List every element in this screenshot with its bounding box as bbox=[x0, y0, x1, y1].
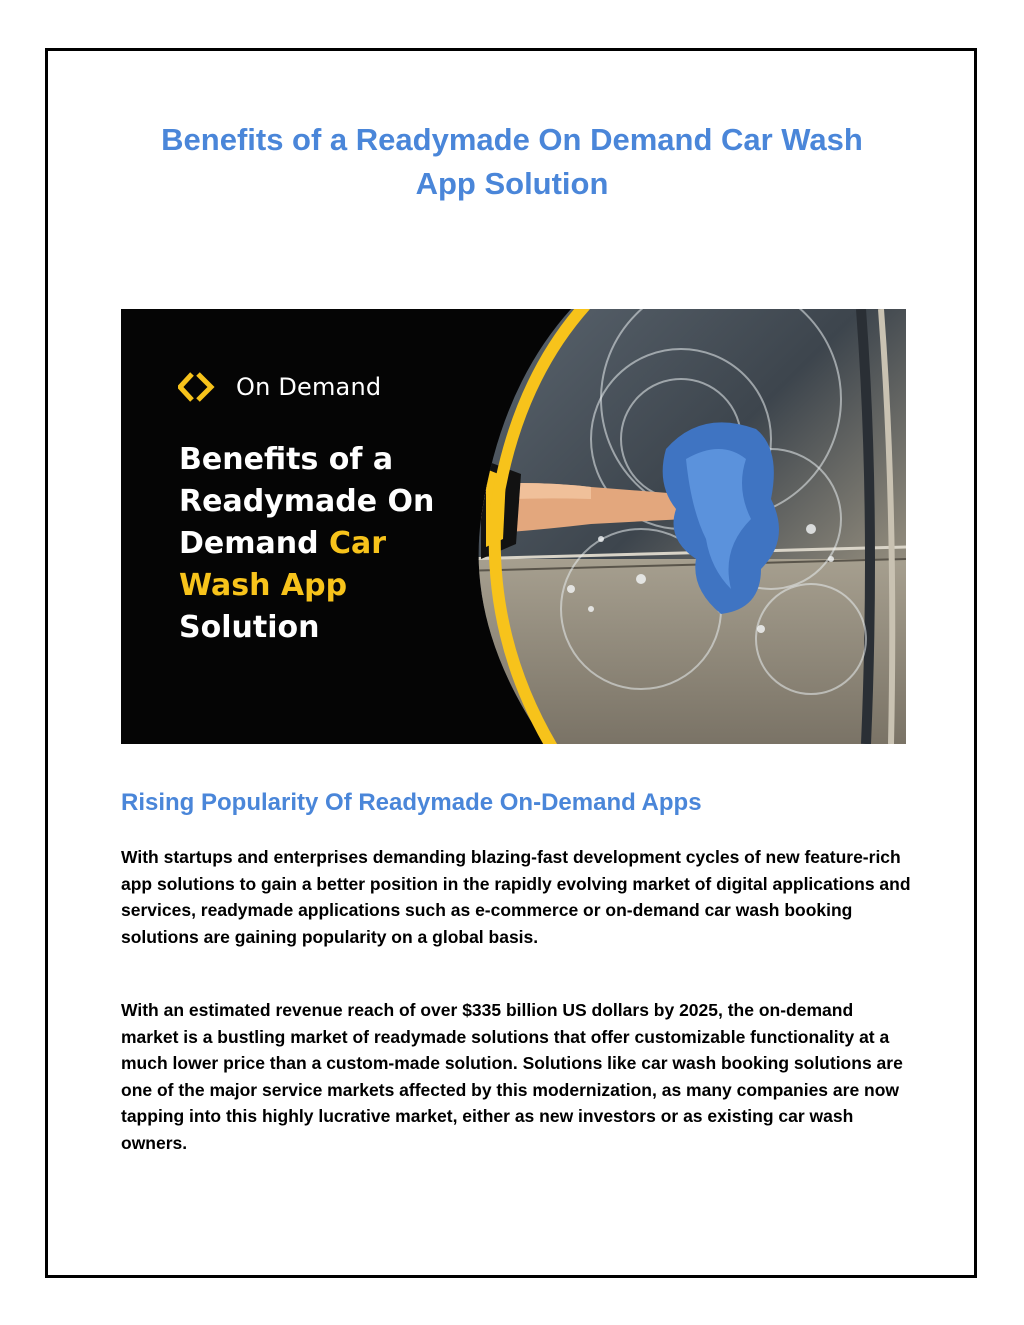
hero-banner-image bbox=[121, 309, 906, 744]
brand-logo bbox=[178, 367, 381, 407]
banner-heading-highlight-car: Car bbox=[329, 526, 387, 561]
banner-heading-line-3 bbox=[179, 523, 434, 565]
double-chevron-diamond-icon bbox=[178, 371, 224, 403]
document-title bbox=[0, 118, 1024, 206]
banner-heading-line-5: Solution bbox=[179, 610, 320, 645]
banner-heading-line-1: Benefits of a bbox=[179, 442, 394, 477]
section-heading: Rising Popularity Of Readymade On-Demand Apps bbox=[121, 789, 702, 816]
banner-heading-line-4: Wash App bbox=[179, 568, 348, 603]
logo-text: On Demand bbox=[236, 373, 382, 401]
banner-heading bbox=[179, 439, 434, 649]
body-paragraph-2: With an estimated revenue reach of over $335 billion US dollars by 2025, the on-demand market is a bustling market of readymade solutions that offer customizable functionality at a much lower price than a custom-made solution. Solutions like car wash booking solutions are one of the major service markets affected by this modernization, as many companies are now tapping into this highly lucrative market, either as new investors or as existing car wash owners. bbox=[121, 1000, 903, 1153]
document-title-line-1: Benefits of a Readymade On Demand Car Wash bbox=[161, 122, 863, 157]
banner-heading-line-2: Readymade On bbox=[179, 484, 435, 519]
document-title-line-2: App Solution bbox=[415, 166, 609, 201]
body-paragraph-1: With startups and enterprises demanding blazing-fast development cycles of new feature-rich app solutions to gain a better position in the rapidly evolving market of digital applications and services, readymade applications such as e-commerce or on-demand car wash booking solutions are gaining popularity on a global basis. bbox=[121, 847, 911, 947]
banner-heading-demand: Demand bbox=[179, 526, 330, 561]
